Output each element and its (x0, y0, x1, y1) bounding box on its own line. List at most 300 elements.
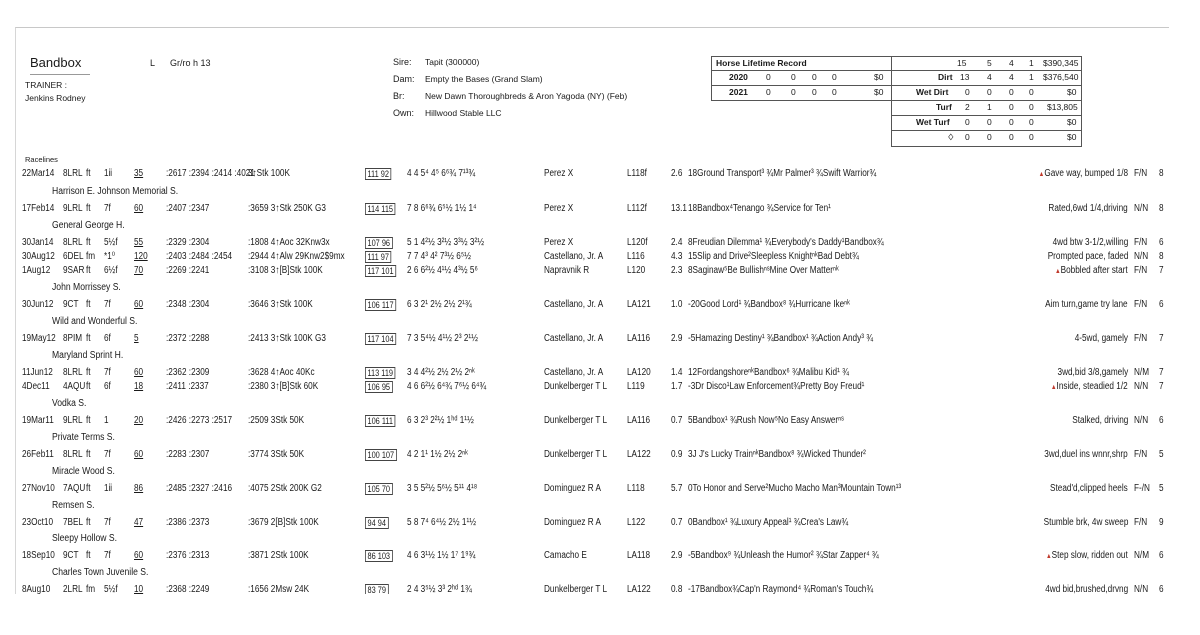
top-finishers: 8Saginaw⁵Be BullishⁿˢMine Over Matterⁿᵏ (688, 265, 839, 276)
surface-shows: 0 (1029, 102, 1034, 112)
race-condition: fm (86, 251, 96, 262)
race-class: :3679 2[B]Stk 100K (248, 517, 319, 528)
life-places: 4 (1009, 58, 1014, 68)
surface-earnings: $0 (1067, 132, 1077, 142)
race-class: :2509 3Stk 50K (248, 415, 305, 426)
trouble-triangle-icon: ▲ (1046, 553, 1052, 560)
race-distance: 1ⅱ (104, 168, 113, 179)
race-comment-group (1045, 449, 1128, 460)
running-line: 4 6 6²½ 6⁴¾ 7⁶½ 6⁴¾ (407, 381, 487, 392)
race-condition: ft (86, 449, 91, 460)
race-condition: ft (86, 265, 91, 276)
breeder-label: Br: (393, 91, 405, 101)
top-finishers: 0To Honor and Serve²Mucho Macho Man³Mountain Town¹³ (688, 483, 902, 494)
weight-meds: L118f (627, 168, 647, 179)
trainer-name: Jenkins Rodney (25, 93, 86, 103)
speed-figures: 106 111 (365, 415, 396, 427)
race-stake-name: Vodka S. (52, 398, 87, 409)
race-date: 8Aug10 (22, 584, 51, 594)
race-times: :2411 :2337 (166, 381, 209, 392)
sire-label: Sire: (393, 57, 412, 67)
race-track: 8LRL (63, 367, 83, 378)
race-field-size: 6 (1159, 550, 1164, 561)
race-fn-code: F/N (1134, 517, 1148, 528)
race-track: 8LRL (63, 449, 83, 460)
race-condition: ft (86, 517, 91, 528)
race-field-size: 7 (1159, 381, 1164, 392)
race-stake-name: General George H. (52, 220, 125, 231)
race-stake-name: John Morrissey S. (52, 282, 121, 293)
life-wins: 5 (987, 58, 992, 68)
life-shows: 1 (1029, 58, 1034, 68)
top-finishers: 18Bandbox⁴Tenango ¾Service for Ten¹ (688, 203, 831, 214)
past-performance-sheet (15, 27, 1169, 594)
race-distance: 7f (104, 449, 111, 460)
jockey: Castellano, Jr. A (544, 251, 604, 262)
race-comment-group (1050, 483, 1128, 494)
year-shows: 0 (832, 72, 837, 82)
race-times: :2376 :2313 (166, 550, 210, 561)
life-starts: 15 (957, 58, 967, 68)
surface-shows: 1 (1029, 72, 1034, 82)
breeder-value: New Dawn Thoroughbreds & Aron Yagoda (NY) (Feb) (425, 91, 628, 101)
speed-figures: 86 103 (365, 550, 392, 562)
race-fn-code: N/M (1134, 550, 1150, 561)
year-places: 0 (812, 87, 817, 97)
running-line: 2 6 6²½ 4¹½ 4³½ 5⁶ (407, 265, 478, 276)
race-field-size: 5 (1159, 483, 1164, 494)
race-date: 19Mar11 (22, 415, 54, 426)
race-fraction: 60 (134, 299, 144, 310)
surface-wins: 0 (987, 87, 992, 97)
race-stake-name: Sleepy Hollow S. (52, 533, 118, 544)
race-distance: 6½f (104, 265, 118, 276)
race-track: 9CT (63, 299, 79, 310)
year-earnings: $0 (874, 72, 884, 82)
race-times: :2368 :2249 (166, 584, 210, 594)
surface-starts: 2 (965, 102, 970, 112)
surface-places: 4 (1009, 72, 1014, 82)
race-class: :3774 3Stk 50K (248, 449, 305, 460)
race-stake-name: Private Terms S. (52, 432, 115, 443)
race-comment-group (1046, 299, 1128, 310)
sire-value: Tapit (300000) (425, 57, 480, 67)
race-fn-code: F/N (1134, 168, 1148, 179)
life-earnings: $390,345 (1043, 58, 1079, 68)
running-line: 3 4 4²½ 2½ 2½ 2ⁿᵏ (407, 367, 475, 378)
race-date: 30Aug12 (22, 251, 55, 262)
surface-wins: 4 (987, 72, 992, 82)
surface-earnings: $0 (1067, 117, 1077, 127)
odds: 2.9 (671, 333, 683, 344)
race-field-size: 6 (1159, 415, 1164, 426)
surface-label: Wet Turf (916, 117, 950, 127)
race-fn-code: N/N (1134, 381, 1149, 392)
race-fn-code: N/N (1134, 584, 1149, 594)
running-line: 4 6 3¹½ 1½ 1⁷ 1⁹¾ (407, 550, 476, 561)
jockey: Dunkelberger T L (544, 415, 608, 426)
race-fn-code: F/N (1134, 299, 1148, 310)
surface-starts: 0 (965, 117, 970, 127)
race-fraction: 20 (134, 415, 144, 426)
running-line: 6 3 2³ 2²½ 1ʰᵈ 1¹½ (407, 415, 474, 426)
race-fn-code: F/N (1134, 237, 1148, 248)
race-distance: 1ⅱ (104, 483, 113, 494)
running-line: 7 7 4³ 4² 7³½ 6⁵½ (407, 251, 472, 262)
jockey: Dunkelberger T L (544, 381, 608, 392)
horse-sex: L (150, 58, 156, 68)
speed-figures: 94 94 (365, 517, 388, 529)
race-row (16, 251, 1169, 265)
race-comment: Rated,6wd 1/4,driving (1048, 203, 1128, 214)
race-stake-name: Wild and Wonderful S. (52, 316, 138, 327)
top-finishers: 18Ground Transport³ ¾Mr Palmer³ ¾Swift Warrior¾ (688, 168, 877, 179)
race-track: 9SAR (63, 265, 85, 276)
trouble-triangle-icon: ▲ (1038, 171, 1045, 178)
race-times: :2617 :2394 :2414 :4021 (166, 168, 255, 179)
jockey: Dominguez R A (544, 483, 601, 494)
race-comment: Stumble brk, 4w sweep (1043, 517, 1128, 528)
race-date: 26Feb11 (22, 449, 54, 460)
race-times: :2426 :2273 :2517 (166, 415, 233, 426)
race-field-size: 7 (1159, 367, 1164, 378)
running-line: 4 4 5⁴ 4⁵ 6⁶¾ 7¹³¾ (407, 168, 476, 179)
top-finishers: 3J J's Lucky TrainⁿᵏBandbox⁸ ¾Wicked Thunder² (688, 449, 866, 460)
surface-starts: 0 (965, 87, 970, 97)
race-times: :2386 :2373 (166, 517, 210, 528)
odds: 2.4 (671, 237, 683, 248)
race-condition: ft (86, 415, 91, 426)
trouble-triangle-icon: ▲ (1055, 268, 1061, 275)
owner-label: Own: (393, 108, 415, 118)
weight-meds: LA116 (627, 333, 651, 344)
year-label: 2020 (729, 72, 748, 82)
race-fraction: 60 (134, 550, 144, 561)
running-line: 5 8 7⁴ 6⁴½ 2½ 1¹½ (407, 517, 477, 528)
lifetime-record-borders (711, 56, 1083, 148)
race-field-size: 6 (1159, 237, 1164, 248)
race-comment-group (1055, 265, 1128, 276)
top-finishers: 5Bandbox¹ ¾Rush Now⁵No Easy Answerⁿˢ (688, 415, 844, 426)
race-times: :2407 :2347 (166, 203, 210, 214)
race-fn-code: F/N (1134, 333, 1148, 344)
race-row (16, 282, 1169, 313)
race-stake-name: Remsen S. (52, 500, 95, 511)
speed-figures: 117 101 (365, 265, 396, 277)
speed-figures: 107 96 (365, 237, 392, 249)
race-times: :2403 :2484 :2454 (166, 251, 233, 262)
race-date: 17Feb14 (22, 203, 55, 214)
race-track: 8LRL (63, 168, 83, 179)
race-condition: ft (86, 550, 91, 561)
race-row (16, 381, 1169, 395)
race-date: 18Sep10 (22, 550, 55, 561)
race-row (16, 567, 1169, 594)
odds: 0.9 (671, 449, 683, 460)
race-class: 3↑Stk 100K (248, 168, 290, 179)
race-fn-code: N/N (1134, 415, 1149, 426)
horse-description: Gr/ro h 13 (170, 58, 211, 68)
race-fraction: 120 (134, 251, 148, 262)
weight-meds: LA116 (627, 415, 651, 426)
race-field-size: 8 (1159, 168, 1164, 179)
odds: 5.7 (671, 483, 683, 494)
top-finishers: 8Freudian Dilemma¹ ¾Everybody's Daddy¹Bandbox¾ (688, 237, 884, 248)
race-fraction: 60 (134, 367, 144, 378)
race-comment-group (1043, 517, 1128, 528)
race-fraction: 86 (134, 483, 144, 494)
race-comment: Stalked, driving (1071, 415, 1128, 426)
surface-places: 0 (1009, 102, 1014, 112)
race-track: 2LRL (63, 584, 83, 594)
speed-figures: 105 70 (365, 483, 392, 495)
race-class: :2380 3↑[B]Stk 60K (248, 381, 319, 392)
horse-name: Bandbox (30, 55, 82, 70)
weight-meds: LA122 (627, 449, 651, 460)
race-track: 9LRL (63, 415, 83, 426)
jockey: Castellano, Jr. A (544, 367, 604, 378)
year-label: 2021 (729, 87, 748, 97)
race-date: 19May12 (22, 333, 56, 344)
race-track: 7AQU (63, 483, 86, 494)
race-track: 9LRL (63, 203, 83, 214)
race-class: :1656 2Msw 24K (248, 584, 310, 594)
race-comment: Stead'd,clipped heels (1050, 483, 1128, 494)
jockey: Castellano, Jr. A (544, 333, 604, 344)
weight-meds: LA118 (627, 550, 651, 561)
surface-shows: 0 (1029, 117, 1034, 127)
race-class: :4075 2Stk 200K G2 (248, 483, 322, 494)
weight-meds: L112f (627, 203, 647, 214)
odds: 2.6 (671, 168, 683, 179)
odds: 0.8 (671, 584, 683, 594)
year-wins: 0 (791, 87, 796, 97)
weight-meds: LA122 (627, 584, 651, 594)
race-row (16, 500, 1169, 531)
race-distance: 7f (104, 517, 111, 528)
race-condition: ft (86, 333, 91, 344)
race-track: 9CT (63, 550, 79, 561)
top-finishers: -5Bandbox⁹ ¾Unleash the Humor² ¾Star Zapper⁴ ¾ (688, 550, 879, 561)
race-distance: 1 (104, 415, 109, 426)
top-finishers: -3Dr Disco¹Law Enforcement¾Pretty Boy Freud¹ (688, 381, 865, 392)
race-field-size: 8 (1159, 251, 1164, 262)
race-comment-group (1045, 584, 1128, 594)
jockey: Dunkelberger T L (544, 584, 608, 594)
race-comment-group (1057, 367, 1128, 378)
race-distance: 7f (104, 299, 111, 310)
race-row (16, 432, 1169, 463)
weight-meds: L120 (627, 265, 646, 276)
race-track: 6DEL (63, 251, 84, 262)
surface-label: Turf (936, 102, 952, 112)
running-line: 2 4 3⁵½ 3³ 2ʰᵈ 1¾ (407, 584, 472, 594)
race-distance: 7f (104, 550, 111, 561)
speed-figures: 114 115 (365, 203, 396, 215)
surface-starts: 13 (960, 72, 970, 82)
race-condition: ft (86, 203, 91, 214)
surface-earnings: $0 (1067, 87, 1077, 97)
race-field-size: 9 (1159, 517, 1164, 528)
speed-figures: 111 97 (365, 251, 391, 263)
race-date: 4Dec11 (22, 381, 50, 392)
running-line: 6 3 2¹ 2½ 2½ 2¹¾ (407, 299, 472, 310)
year-wins: 0 (791, 72, 796, 82)
race-track: 8LRL (63, 237, 83, 248)
speed-figures: 111 92 (365, 168, 391, 180)
top-finishers: 12FordangshoreⁿᵏBandbox⁶ ¾Malibu Kid¹ ¾ (688, 367, 849, 378)
race-times: :2269 :2241 (166, 265, 210, 276)
race-stake-name: Charles Town Juvenile S. (52, 567, 149, 578)
race-fraction: 10 (134, 584, 144, 594)
race-condition: ft (86, 367, 91, 378)
jockey: Perez X (544, 168, 574, 179)
race-condition: ft (86, 237, 91, 248)
race-fraction: 5 (134, 333, 139, 344)
race-date: 22Mar14 (22, 168, 55, 179)
race-comment-group (1052, 237, 1128, 248)
race-date: 23Oct10 (22, 517, 54, 528)
race-class: :3646 3↑Stk 100K (248, 299, 313, 310)
top-finishers: -20Good Lord¹ ¾Bandbox⁸ ¾Hurricane Ikeⁿᵏ (688, 299, 850, 310)
race-fn-code: N/N (1134, 203, 1149, 214)
race-comment: Prompted pace, faded (1047, 251, 1128, 262)
surface-places: 0 (1009, 87, 1014, 97)
speed-figures: 100 107 (365, 449, 397, 461)
surface-label: Dirt (938, 72, 953, 82)
race-fraction: 18 (134, 381, 144, 392)
race-class: :3628 4↑Aoc 40Kc (248, 367, 315, 378)
jockey: Camacho E (544, 550, 587, 561)
race-comment: 3wd,bid 3/8,gamely (1057, 367, 1128, 378)
race-comment-group (1051, 381, 1128, 392)
race-row (16, 168, 1169, 182)
weight-meds: LA120 (627, 367, 651, 378)
racelines-label: Racelines (25, 155, 58, 164)
race-row (16, 316, 1169, 347)
race-row (16, 186, 1169, 217)
odds: 0.7 (671, 517, 683, 528)
running-line: 3 5 5²½ 5⁶½ 5¹¹ 4¹⁸ (407, 483, 478, 494)
race-comment: 4wd bid,brushed,drvng (1045, 584, 1128, 594)
jockey: Castellano, Jr. A (544, 299, 604, 310)
surface-places: 0 (1009, 132, 1014, 142)
top-finishers: 0Bandbox¹ ¾Luxury Appeal¹ ¾Crea's Law¾ (688, 517, 849, 528)
jockey: Dominguez R A (544, 517, 601, 528)
race-field-size: 7 (1159, 265, 1164, 276)
trouble-triangle-icon: ▲ (1051, 384, 1057, 391)
race-condition: ft (86, 381, 91, 392)
race-fn-code: F-/N (1134, 483, 1150, 494)
race-fraction: 70 (134, 265, 144, 276)
race-stake-name: Maryland Sprint H. (52, 350, 124, 361)
speed-figures: 106 117 (365, 299, 396, 311)
race-comment: Bobbled after start (1060, 265, 1128, 276)
race-times: :2372 :2288 (166, 333, 210, 344)
race-fn-code: N/M (1134, 367, 1150, 378)
surface-wins: 0 (987, 117, 992, 127)
race-class: :3871 2Stk 100K (248, 550, 309, 561)
race-track: 7BEL (63, 517, 84, 528)
race-comment-group (1046, 550, 1128, 561)
trainer-label: TRAINER : (25, 80, 68, 90)
race-fraction: 60 (134, 449, 144, 460)
race-times: :2485 :2327 :2416 (166, 483, 233, 494)
owner-value: Hillwood Stable LLC (425, 108, 502, 118)
weight-meds: L116 (627, 251, 645, 262)
dam-value: Empty the Bases (Grand Slam) (425, 74, 543, 84)
surface-wins: 1 (987, 102, 992, 112)
race-condition: ft (86, 483, 91, 494)
race-fraction: 35 (134, 168, 144, 179)
weight-meds: L120f (627, 237, 648, 248)
race-date: 27Nov10 (22, 483, 55, 494)
race-class: :3659 3↑Stk 250K G3 (248, 203, 326, 214)
odds: 1.7 (671, 381, 683, 392)
race-row (16, 398, 1169, 429)
race-date: 30Jun12 (22, 299, 54, 310)
race-distance: 5½f (104, 237, 118, 248)
race-row (16, 265, 1169, 279)
race-comment: Gave way, bumped 1/8 (1044, 168, 1128, 179)
race-times: :2283 :2307 (166, 449, 210, 460)
race-stake-name: Harrison E. Johnson Memorial S. (52, 186, 179, 197)
surface-earnings: $376,540 (1043, 72, 1079, 82)
lifetime-record-table (711, 56, 1083, 148)
speed-figures: 106 95 (365, 381, 392, 393)
race-class: :2944 4↑Alw 29Knw2$9mx (248, 251, 345, 262)
race-class: :3108 3↑[B]Stk 100K (248, 265, 323, 276)
running-line: 4 2 1¹ 1½ 2½ 2ⁿᵏ (407, 449, 468, 460)
race-field-size: 6 (1159, 584, 1164, 594)
surface-wins: 0 (987, 132, 992, 142)
speed-figures: 83 79 (365, 584, 388, 594)
odds: 0.7 (671, 415, 683, 426)
year-starts: 0 (766, 87, 771, 97)
race-comment: Step slow, ridden out (1051, 550, 1128, 561)
race-fn-code: N/N (1134, 251, 1149, 262)
race-row (16, 350, 1169, 381)
race-fraction: 60 (134, 203, 144, 214)
surface-places: 0 (1009, 117, 1014, 127)
race-field-size: 6 (1159, 299, 1164, 310)
race-distance: 6f (104, 381, 111, 392)
odds: 2.3 (671, 265, 683, 276)
race-condition: ft (86, 299, 91, 310)
race-comment: Aim turn,game try lane (1045, 299, 1128, 310)
speed-figures: 113 119 (365, 367, 396, 379)
race-comment: 4-5wd, gamely (1074, 333, 1128, 344)
race-class: :2413 3↑Stk 100K G3 (248, 333, 326, 344)
year-shows: 0 (832, 87, 837, 97)
race-stake-name: Miracle Wood S. (52, 466, 115, 477)
race-distance: *1⁰ (104, 251, 116, 262)
race-row (16, 533, 1169, 564)
race-distance: 5½f (104, 584, 118, 594)
race-row (16, 466, 1169, 497)
race-field-size: 8 (1159, 203, 1164, 214)
race-times: :2329 :2304 (166, 237, 210, 248)
race-fn-code: F/N (1134, 265, 1148, 276)
race-comment: 4wd btw 3-1/2,willing (1052, 237, 1128, 248)
weight-meds: L122 (627, 517, 646, 528)
race-track: 8PIM (63, 333, 83, 344)
race-comment-group (1047, 251, 1128, 262)
top-finishers: -17Bandbox¾Cap'n Raymond⁴ ¾Roman's Touch¾ (688, 584, 874, 594)
race-comment: 3wd,duel ins wnnr,shrp (1044, 449, 1128, 460)
surface-label: Wet Dirt (916, 87, 949, 97)
odds: 1.4 (671, 367, 683, 378)
